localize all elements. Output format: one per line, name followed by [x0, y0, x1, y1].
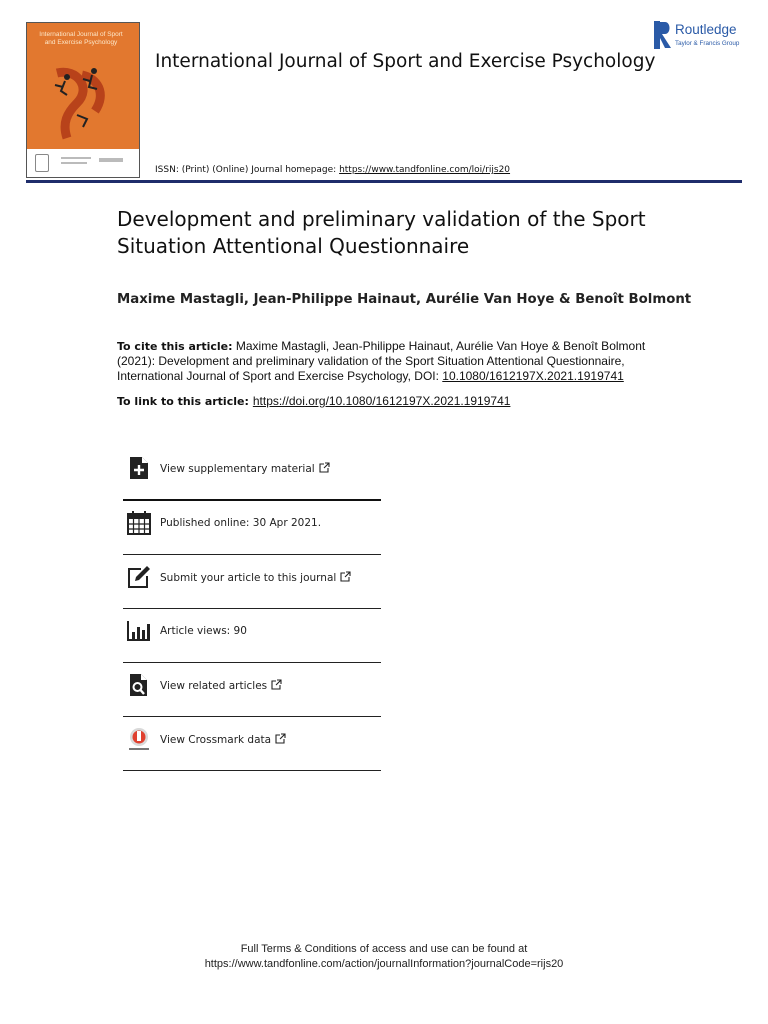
supplementary-file-icon	[127, 456, 151, 480]
article-authors: Maxime Mastagli, Jean-Philippe Hainaut, Aurélie Van Hoye & Benoît Bolmont	[117, 292, 692, 307]
external-link-icon	[275, 733, 286, 744]
crossmark-link[interactable]: View Crossmark data	[160, 733, 286, 746]
routledge-r-icon	[654, 21, 672, 49]
issn-line	[155, 165, 510, 175]
submit-article-item[interactable]	[123, 555, 381, 609]
article-views-item	[123, 609, 381, 663]
article-info-list	[123, 446, 381, 771]
issn-text: ISSN: (Print) (Online) Journal homepage:	[155, 165, 340, 175]
supplementary-material-link[interactable]: View supplementary material	[160, 462, 330, 475]
publisher-name: Routledge	[675, 22, 737, 37]
publisher-group: Taylor & Francis Group	[675, 40, 740, 47]
journal-title: International Journal of Sport and Exercise Psychology	[155, 51, 656, 72]
article-views-text: Article views: 90	[160, 625, 247, 637]
search-document-icon	[127, 673, 151, 697]
cover-logo-art	[37, 63, 127, 143]
link-label: To link to this article:	[117, 395, 249, 408]
crossmark-item[interactable]	[123, 717, 381, 771]
citation-block	[117, 339, 677, 384]
submit-article-link[interactable]: Submit your article to this journal	[160, 571, 351, 584]
terms-footer	[0, 942, 768, 972]
cite-text: Maxime Mastagli, Jean-Philippe Hainaut, Aurélie Van Hoye & Benoît Bolmont (2021): Development and preliminary validation of the Sport Situation Attentional Questionnaire, International Journal of Sport and Exercise Psychology, DOI:	[117, 339, 646, 383]
society-seal-icon	[35, 154, 49, 172]
crossmark-icon	[127, 727, 151, 751]
doi-link[interactable]: 10.1080/1612197X.2021.1919741	[442, 369, 624, 383]
header-divider	[26, 180, 742, 183]
article-link-line	[117, 394, 510, 408]
external-link-icon	[340, 571, 351, 582]
journal-cover-image	[26, 22, 140, 178]
cover-title: International Journal of Sport and Exercise Psychology	[39, 31, 123, 46]
external-link-icon	[319, 462, 330, 473]
published-online-item	[123, 501, 381, 555]
related-articles-item[interactable]	[123, 663, 381, 717]
cite-label: To cite this article:	[117, 340, 233, 353]
related-articles-link[interactable]: View related articles	[160, 679, 282, 692]
terms-line: Full Terms & Conditions of access and use can be found at	[240, 943, 528, 955]
edit-icon	[127, 565, 151, 589]
supplementary-material-item[interactable]	[123, 446, 381, 501]
journal-homepage-link[interactable]: https://www.tandfonline.com/loi/rijs20	[339, 165, 511, 175]
calendar-icon	[127, 511, 151, 535]
bar-chart-icon	[127, 619, 151, 643]
article-doi-url[interactable]: https://doi.org/10.1080/1612197X.2021.1919741	[252, 394, 511, 408]
external-link-icon	[271, 679, 282, 690]
publisher-logo	[654, 21, 749, 51]
article-title: Development and preliminary validation of the Sport Situation Attentional Questionnaire	[117, 207, 646, 258]
cover-footer	[27, 149, 139, 177]
terms-url-link[interactable]: https://www.tandfonline.com/action/journalInformation?journalCode=rijs20	[204, 958, 564, 970]
published-online-text: Published online: 30 Apr 2021.	[160, 517, 322, 529]
